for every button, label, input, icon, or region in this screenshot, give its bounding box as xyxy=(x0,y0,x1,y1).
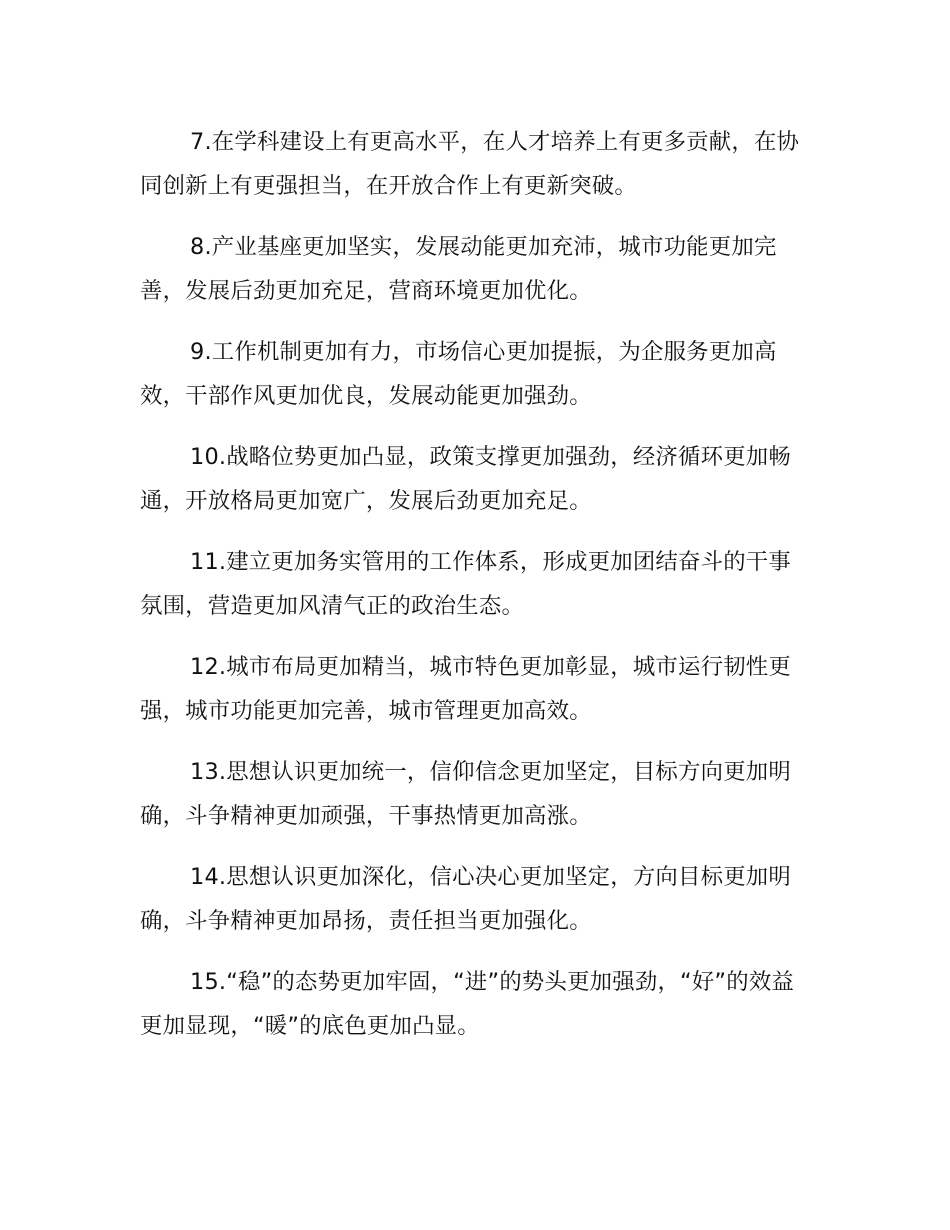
paragraph-15: 15.“稳”的态势更加牢固，“进”的势头更加强劲，“好”的效益更加显现，“暖”的底色更加凸显。 xyxy=(140,969,795,1039)
paragraph-11: 11.建立更加务实管用的工作体系，形成更加团结奋斗的干事氛围，营造更加风清气正的政治生态。 xyxy=(140,549,791,619)
paragraph-13: 13.思想认识更加统一，信仰信念更加坚定，目标方向更加明确，斗争精神更加顽强，干事热情更加高涨。 xyxy=(140,759,791,829)
paragraph-9: 9.工作机制更加有力，市场信心更加提振，为企服务更加高效，干部作风更加优良，发展动能更加强劲。 xyxy=(140,339,777,409)
document-body xyxy=(140,120,812,1065)
paragraph-10: 10.战略位势更加凸显，政策支撑更加强劲，经济循环更加畅通，开放格局更加宽广，发展后劲更加充足。 xyxy=(140,444,791,514)
paragraph-8: 8.产业基座更加坚实，发展动能更加充沛，城市功能更加完善，发展后劲更加充足，营商环境更加优化。 xyxy=(140,234,777,304)
paragraph-12: 12.城市布局更加精当，城市特色更加彰显，城市运行韧性更强，城市功能更加完善，城市管理更加高效。 xyxy=(140,654,791,724)
paragraph-7: 7.在学科建设上有更高水平，在人才培养上有更多贡献，在协同创新上有更强担当，在开放合作上有更新突破。 xyxy=(140,129,800,199)
paragraph-14: 14.思想认识更加深化，信心决心更加坚定，方向目标更加明确，斗争精神更加昂扬，责任担当更加强化。 xyxy=(140,864,791,934)
